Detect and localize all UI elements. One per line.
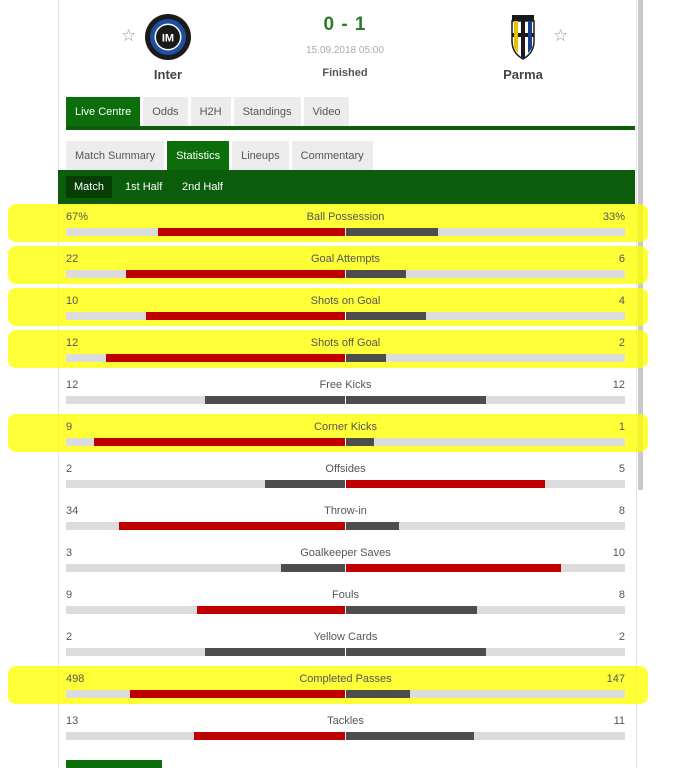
stat-away-bar: [346, 480, 545, 488]
stat-label: Goalkeeper Saves: [300, 547, 391, 559]
stat-row: [66, 715, 625, 757]
stat-label: Free Kicks: [319, 379, 372, 391]
stat-row: [66, 337, 625, 379]
stat-away-value: 2: [618, 631, 625, 643]
stat-home-value: 22: [66, 253, 79, 265]
stat-away-bar: [346, 270, 406, 278]
stat-away-bar: [346, 396, 486, 404]
stat-home-value: 67%: [66, 211, 89, 223]
stat-away-value: 147: [606, 673, 625, 685]
stat-away-bar: [346, 606, 477, 614]
sub-tabs: [66, 141, 376, 171]
tab-match-summary[interactable]: Match Summary: [66, 141, 164, 171]
stat-home-value: 2: [66, 463, 73, 475]
home-team-name: Inter: [153, 67, 183, 82]
stat-row: [66, 505, 625, 547]
home-team[interactable]: [136, 13, 200, 82]
stat-home-value: 12: [66, 337, 79, 349]
stat-bar-track: [66, 270, 625, 278]
stat-row: [66, 253, 625, 295]
stat-home-value: 34: [66, 505, 79, 517]
stat-home-value: 9: [66, 421, 73, 433]
stat-bar-track: [66, 690, 625, 698]
away-team[interactable]: [491, 13, 555, 82]
stat-bar-divider: [345, 606, 346, 614]
stat-row: [66, 547, 625, 589]
stat-row: [66, 211, 625, 253]
tab-odds[interactable]: Odds: [143, 97, 187, 127]
stat-home-bar: [265, 480, 345, 488]
stat-home-value: 498: [66, 673, 85, 685]
stat-label: Offsides: [325, 463, 366, 475]
tab-statistics[interactable]: Statistics: [167, 141, 229, 171]
stat-home-value: 12: [66, 379, 79, 391]
stat-label: Shots off Goal: [310, 337, 381, 349]
stat-away-bar: [346, 648, 486, 656]
period-2nd-half[interactable]: 2nd Half: [182, 181, 223, 193]
tab-h2h[interactable]: H2H: [191, 97, 231, 127]
stat-row: [66, 673, 625, 715]
stat-away-value: 5: [618, 463, 625, 475]
tabs-underline: [66, 126, 635, 130]
stat-label: Throw-in: [324, 505, 367, 517]
parma-crest-icon: [499, 13, 547, 61]
match-score: 0 - 1: [323, 14, 367, 35]
stat-bar-track: [66, 522, 625, 530]
tab-live-centre[interactable]: Live Centre: [66, 97, 140, 127]
favorite-away-star-icon[interactable]: ☆: [553, 26, 569, 45]
stat-away-value: 4: [618, 295, 625, 307]
stat-away-bar: [346, 438, 374, 446]
away-team-name: Parma: [503, 67, 543, 82]
stat-away-value: 6: [618, 253, 625, 265]
more-button[interactable]: [66, 760, 162, 768]
stat-bar-divider: [345, 354, 346, 362]
period-bar: [58, 170, 635, 204]
favorite-home-star-icon[interactable]: ☆: [121, 26, 137, 45]
stat-bar-track: [66, 606, 625, 614]
period-1st-half[interactable]: 1st Half: [125, 181, 163, 193]
stat-row: [66, 463, 625, 505]
match-status: Finished: [322, 67, 368, 79]
stat-home-bar: [197, 606, 345, 614]
stat-row: [66, 589, 625, 631]
stat-away-bar: [346, 522, 399, 530]
stat-away-bar: [346, 690, 410, 698]
stat-bar-divider: [345, 648, 346, 656]
stat-bar-track: [66, 480, 625, 488]
stat-bar-divider: [345, 690, 346, 698]
tab-lineups[interactable]: Lineups: [232, 141, 289, 171]
stat-bar-divider: [345, 270, 346, 278]
stat-label: Yellow Cards: [313, 631, 378, 643]
stat-bar-divider: [345, 396, 346, 404]
match-datetime: 15.09.2018 05:00: [306, 45, 384, 56]
stat-bar-divider: [345, 564, 346, 572]
stat-home-bar: [281, 564, 345, 572]
tab-standings[interactable]: Standings: [234, 97, 301, 127]
stat-home-bar: [106, 354, 345, 362]
stat-home-bar: [146, 312, 345, 320]
svg-text:IM: IM: [161, 32, 175, 45]
main-tabs: [66, 97, 352, 127]
stat-home-bar: [94, 438, 345, 446]
stat-away-bar: [346, 312, 426, 320]
stat-bar-divider: [345, 438, 346, 446]
stat-label: Shots on Goal: [310, 295, 381, 307]
stat-away-bar: [346, 564, 561, 572]
stat-bar-track: [66, 354, 625, 362]
stat-home-value: 10: [66, 295, 79, 307]
stat-label: Goal Attempts: [310, 253, 381, 265]
stat-bar-track: [66, 732, 625, 740]
stat-home-bar: [205, 396, 345, 404]
stat-label: Tackles: [327, 715, 364, 727]
stat-away-value: 12: [612, 379, 625, 391]
stat-away-bar: [346, 354, 386, 362]
stat-home-bar: [194, 732, 345, 740]
stat-home-bar: [205, 648, 345, 656]
stat-label: Ball Possession: [306, 211, 385, 223]
stat-label: Fouls: [332, 589, 359, 601]
stat-label: Completed Passes: [299, 673, 392, 685]
stat-away-value: 11: [613, 715, 625, 727]
stat-bar-track: [66, 438, 625, 446]
stat-home-value: 9: [66, 589, 73, 601]
content-right-border: [636, 0, 637, 768]
stat-home-bar: [126, 270, 345, 278]
stat-away-value: 8: [618, 505, 625, 517]
content-left-border: [58, 0, 59, 768]
stat-away-bar: [346, 228, 438, 236]
stat-home-value: 13: [66, 715, 79, 727]
stat-home-value: 2: [66, 631, 73, 643]
stat-away-value: 33%: [602, 211, 625, 223]
period-match[interactable]: Match: [66, 176, 112, 198]
stat-bar-track: [66, 312, 625, 320]
stat-bar-divider: [345, 522, 346, 530]
stat-away-value: 8: [618, 589, 625, 601]
stat-home-bar: [130, 690, 345, 698]
stat-bar-track: [66, 396, 625, 404]
stat-bar-divider: [345, 312, 346, 320]
score-block: [265, 14, 425, 79]
stat-home-bar: [158, 228, 345, 236]
stat-row: [66, 295, 625, 337]
stat-home-bar: [119, 522, 345, 530]
stat-row: [66, 631, 625, 673]
stat-row: [66, 421, 625, 463]
stat-away-value: 2: [618, 337, 625, 349]
stat-home-value: 3: [66, 547, 73, 559]
stat-bar-divider: [345, 480, 346, 488]
tab-commentary[interactable]: Commentary: [292, 141, 373, 171]
tab-video[interactable]: Video: [304, 97, 350, 127]
inter-crest-icon: [144, 13, 192, 61]
stat-bar-divider: [345, 228, 346, 236]
stat-away-value: 10: [612, 547, 625, 559]
stat-bar-track: [66, 648, 625, 656]
stat-bar-track: [66, 228, 625, 236]
stat-bar-divider: [345, 732, 346, 740]
stat-away-bar: [346, 732, 474, 740]
stat-away-value: 1: [618, 421, 625, 433]
stat-row: [66, 379, 625, 421]
stat-bar-track: [66, 564, 625, 572]
stat-label: Corner Kicks: [314, 421, 377, 433]
